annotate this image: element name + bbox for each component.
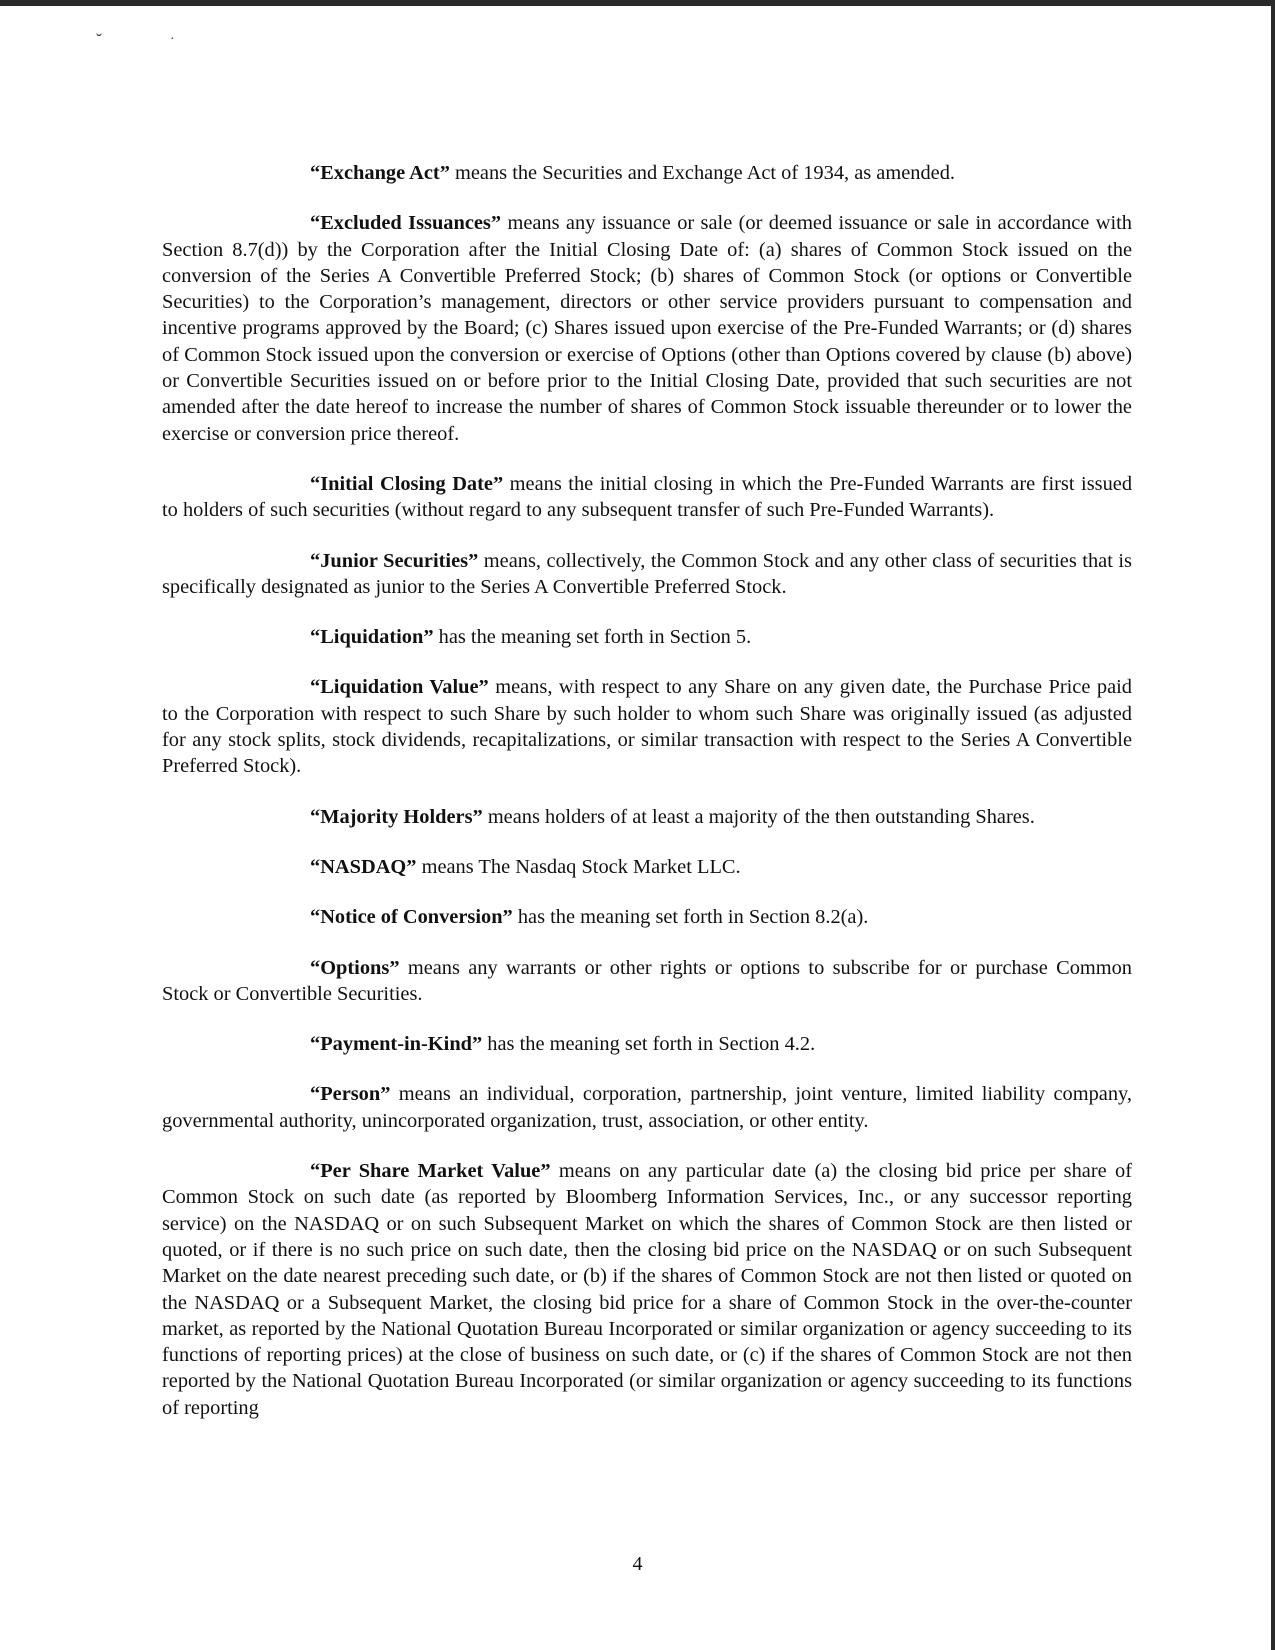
defined-term: “Payment-in-Kind” bbox=[310, 1033, 483, 1056]
definition-text: means the Securities and Exchange Act of 1934, as amended. bbox=[449, 162, 955, 184]
definition-text: means an individual, corporation, partnership, joint venture, limited liability company, governmental authority, unincorporated organization, trust, association, or other entity. bbox=[162, 1083, 1132, 1132]
definition-liquidation bbox=[162, 624, 1132, 650]
defined-term: “Initial Closing Date” bbox=[310, 472, 504, 495]
definition-text: has the meaning set forth in Section 8.2(a). bbox=[512, 906, 869, 929]
scan-mark: · bbox=[170, 32, 175, 47]
definition-text: means on any particular date (a) the closing bid price per share of Common Stock on such date (as reported by Bloomberg Information Services, Inc., or any successor reporting service) on the NASDAQ or on such Subsequent Market on which the shares of Common Stock are then listed or quoted, or if there is no such price on such date, then the closing bid price on the NASDAQ or on such Subsequent Market on the date nearest preceding such date, or (b) if the shares of Common Stock are not then listed or quoted on the NASDAQ or a Subsequent Market, the closing bid price for a share of Common Stock in the over-the-counter market, as reported by the National Quotation Bureau Incorporated or similar organization or agency succeeding to its functions of reporting prices) at the close of business on such date, or (c) if the shares of Common Stock are not then reported by the National Quotation Bureau Incorporated (or similar organization or agency succeeding to its functions of reporting bbox=[162, 1160, 1132, 1419]
definition-nasdaq bbox=[162, 854, 1132, 880]
definition-junior-securities bbox=[162, 548, 1132, 601]
scan-mark: ˘ bbox=[96, 30, 102, 50]
page-number: 4 bbox=[632, 1553, 643, 1575]
definition-payment-in-kind bbox=[162, 1031, 1132, 1057]
definition-text: means, collectively, the Common Stock and any other class of securities that is specifically designated as junior to the Series A Convertible Preferred Stock. bbox=[162, 549, 1132, 598]
definition-text: means holders of at least a majority of the then outstanding Shares. bbox=[482, 805, 1035, 828]
defined-term: “Notice of Conversion” bbox=[310, 906, 513, 929]
definition-text: has the meaning set forth in Section 5. bbox=[433, 626, 752, 649]
definition-text: means any warrants or other rights or options to subscribe for or purchase Common Stock or Convertible Securities. bbox=[162, 956, 1132, 1005]
definition-options bbox=[162, 955, 1132, 1008]
defined-term: “Per Share Market Value” bbox=[310, 1160, 551, 1183]
defined-term: “Liquidation” bbox=[310, 626, 434, 649]
definition-excluded-issuances bbox=[162, 210, 1132, 447]
definition-majority-holders bbox=[162, 804, 1132, 830]
definition-per-share-market-value bbox=[162, 1158, 1132, 1421]
definition-initial-closing-date bbox=[162, 471, 1132, 524]
defined-term: “Excluded Issuances” bbox=[310, 212, 502, 235]
defined-term: “Person” bbox=[310, 1083, 391, 1106]
defined-term: “Exchange Act” bbox=[310, 162, 450, 184]
defined-term: “Options” bbox=[310, 956, 400, 979]
definition-text: means The Nasdaq Stock Market LLC. bbox=[416, 855, 741, 878]
defined-term: “Junior Securities” bbox=[310, 549, 479, 572]
scan-border-top bbox=[0, 0, 1275, 6]
definition-person bbox=[162, 1081, 1132, 1134]
definition-notice-of-conversion bbox=[162, 904, 1132, 930]
defined-term: “NASDAQ” bbox=[310, 855, 417, 878]
document-body bbox=[162, 160, 1132, 1445]
defined-term: “Liquidation Value” bbox=[310, 676, 489, 699]
definition-text: means the initial closing in which the Pre-Funded Warrants are first issued to holders of such securities (without regard to any subsequent transfer of such Pre-Funded Warrants). bbox=[162, 472, 1133, 522]
definition-exchange-act bbox=[162, 160, 1132, 186]
scan-border-right bbox=[1271, 0, 1275, 1650]
defined-term: “Majority Holders” bbox=[310, 805, 483, 828]
definition-text: means, with respect to any Share on any given date, the Purchase Price paid to the Corporation with respect to such Share by such holder to whom such Share was originally issued (as adjusted for any stock splits, stock dividends, recapitalizations, or similar transaction with respect to the Series A Convertible Preferred Stock). bbox=[162, 676, 1132, 778]
definition-text: has the meaning set forth in Section 4.2. bbox=[482, 1033, 816, 1056]
definition-text: means any issuance or sale (or deemed issuance or sale in accordance with Section 8.7(d)) by the Corporation after the Initial Closing Date of: (a) shares of Common Stock issued on the conversion of the Series A Convertible Preferred Stock; (b) shares of Common Stock (or options or Convertible Securities) to the Corporation’s management, directors or other service providers pursuant to compensation and incentive programs approved by the Board; (c) Shares issued upon exercise of the Pre-Funded Warrants; or (d) shares of Common Stock issued upon the conversion or exercise of Options (other than Options covered by clause (b) above) or Convertible Securities issued on or before prior to the Initial Closing Date, provided that such securities are not amended after the date hereof to increase the number of shares of Common Stock issuable thereunder or to lower the exercise or conversion price thereof. bbox=[162, 212, 1132, 445]
definition-liquidation-value bbox=[162, 674, 1132, 779]
